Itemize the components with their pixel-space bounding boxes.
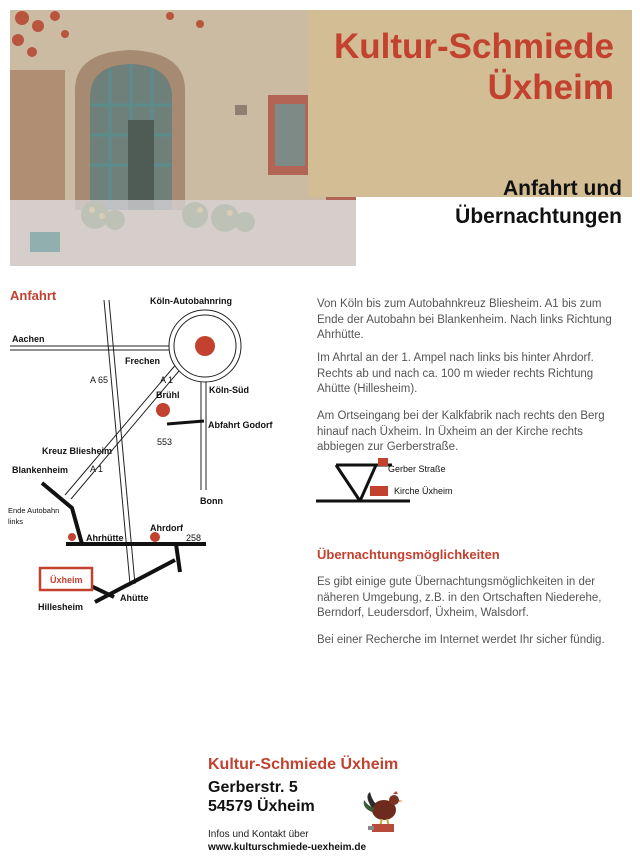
label-abfahrt-godorf: Abfahrt Godorf: [208, 420, 273, 430]
uebernachtung-heading: Übernachtungsmöglichkeiten: [317, 547, 500, 562]
anfahrt-heading: Anfahrt: [10, 288, 57, 303]
kirche-marker: [370, 486, 388, 496]
label-ahrdorf: Ahrdorf: [150, 523, 183, 533]
label-258: 258: [186, 533, 202, 543]
header-photo: [10, 10, 356, 266]
road-553: [167, 421, 204, 424]
gerber-marker: [378, 458, 388, 466]
label-ahrhuette: Ahrhütte: [86, 533, 124, 543]
uebernachtung-paragraph-2: Bei einer Recherche im Internet werdet Ihr sicher fündig.: [317, 634, 605, 646]
uebernachtung-paragraph-1: Es gibt einige gute Übernachtungsmöglichkeiten in der näheren Umgebung, z.B. in den Ortschaften Niederehe, Berndorf, Leudersdorf, Üxheim, Walsdorf.: [317, 576, 602, 619]
title-line2: Üxheim: [487, 68, 614, 107]
label-kirche: Kirche Üxheim: [394, 486, 453, 496]
road-uexheim-stub: [91, 586, 114, 597]
footer-url[interactable]: www.kulturschmiede-uexheim.de: [208, 842, 367, 853]
rooster-icon: [360, 786, 408, 834]
footer-name: Kultur-Schmiede Üxheim: [208, 756, 399, 773]
directions-paragraph-1: Von Köln bis zum Autobahnkreuz Bliesheim. A1 bis zum Ende der Autobahn bei Blankenheim. Nach links Richtung Ahrhütte.: [317, 298, 612, 341]
footer-street: Gerberstr. 5: [208, 779, 298, 796]
label-a1-low: A 1: [90, 464, 104, 474]
label-a65: A 65: [90, 375, 109, 385]
page-subtitle: [455, 175, 622, 231]
label-ende-links: links: [8, 517, 24, 526]
footer-info: Infos und Kontakt über: [208, 829, 309, 840]
label-frechen: Frechen: [125, 356, 161, 366]
directions-paragraph-3: Am Ortseingang bei der Kalkfabrik nach rechts den Berg hinauf nach Üxheim. In Üxheim an der Kirche rechts abbiegen zur Gerberstraße.: [317, 410, 605, 453]
subtitle-line2: Übernachtungen: [455, 205, 622, 228]
label-ende-autobahn: Ende Autobahn: [8, 506, 60, 515]
title-panel: [308, 10, 632, 197]
label-hillesheim: Hillesheim: [38, 602, 84, 612]
building-photo: [10, 10, 356, 266]
label-gerber: Gerber Straße: [388, 464, 446, 474]
ahrhuette-dot: [68, 533, 76, 541]
label-a1-top: A 1: [160, 375, 174, 385]
road-a1-b: [71, 365, 184, 499]
footer-city: 54579 Üxheim: [208, 798, 315, 815]
title-line1: Kultur-Schmiede: [333, 27, 614, 66]
label-bruehl: Brühl: [156, 390, 180, 400]
label-aachen: Aachen: [12, 334, 45, 344]
koeln-dot: [195, 336, 215, 356]
label-uexheim: Üxheim: [50, 575, 83, 585]
label-koeln-ring: Köln-Autobahnring: [150, 296, 232, 306]
ahrdorf-dot: [150, 532, 160, 542]
village-map: [314, 455, 474, 511]
label-koeln-sued: Köln-Süd: [209, 385, 249, 395]
road-ahrdorf-branch: [176, 544, 180, 572]
bruehl-dot: [156, 403, 170, 417]
label-bonn: Bonn: [200, 496, 223, 506]
site-title: [334, 26, 614, 108]
label-ahuette: Ahütte: [120, 593, 149, 603]
label-553: 553: [157, 437, 173, 447]
directions-paragraph-2: Im Ahrtal an der 1. Ampel nach links bis hinter Ahrdorf. Rechts ab und nach ca. 100 m wieder rechts Richtung Ahütte (Hillesheim).: [317, 352, 594, 395]
mini-road-diag-left: [336, 465, 360, 501]
subtitle-line1: Anfahrt und: [503, 177, 622, 200]
route-map: [0, 292, 300, 622]
label-blankenheim: Blankenheim: [12, 465, 69, 475]
label-kreuz-bliesheim: Kreuz Bliesheim: [42, 446, 113, 456]
